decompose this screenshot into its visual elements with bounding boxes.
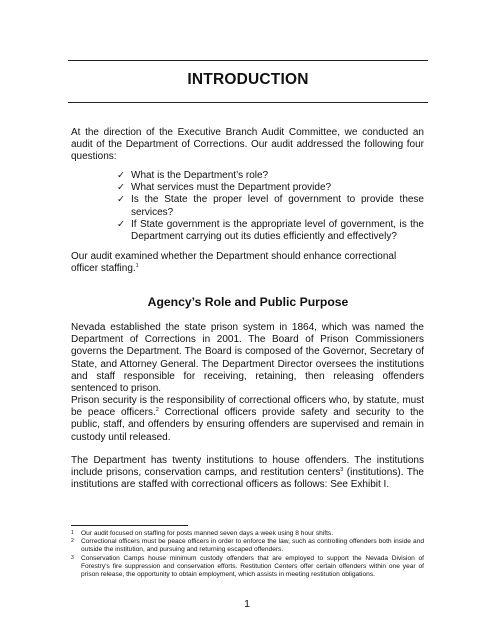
footnotes (71, 530, 424, 579)
footnote-number: 1 (71, 530, 74, 536)
footnote-text: Conservation Camps house minimum custody offenders that are employed to support the Nevada Division of Forestry’s fire suppression and conservation efforts. Restitution Centers offer certain offenders within one year of prison release, the opportunity to obtain employment, which assists in meeting restitution obligations. (81, 554, 424, 579)
title-bottom-rule (68, 102, 428, 103)
checkmark-icon: ✓ (117, 182, 125, 194)
title-top-rule (68, 60, 428, 61)
history-paragraph: Nevada established the state prison system in 1864, which was named the Department of Corrections in 2001. The Board of Prison Commissioners governs the Department. The Board is composed of the Governor, Secretary of State, and Attorney General. The Department Director oversees the institutions and staff responsible for receiving, retaining, then releasing offenders sentenced to prison. (71, 322, 424, 395)
intro-paragraph: At the direction of the Executive Branch Audit Committee, we conducted an audit of the Department of Corrections. Our audit addressed the following four questions: (71, 127, 424, 163)
footnote-text: Correctional officers must be peace officers in order to enforce the law, such as controlling offenders both inside and outside the institution, and pursuing and returning escaped offenders. (81, 538, 424, 554)
question-item (117, 219, 424, 243)
footnote-text: Our audit focused on staffing for posts manned seven days a week using 8 hour shifts. (81, 530, 334, 537)
footnote-item (71, 530, 424, 538)
question-text: What is the Department’s role? (131, 170, 269, 181)
audit-questions-list (117, 170, 424, 243)
institutions-text-a: The Department has twenty institutions to house offenders. The institutions include prisons, conservation camps, and restitution centers (71, 455, 424, 479)
security-paragraph (71, 395, 424, 444)
footnote-ref-1: 1 (135, 263, 139, 270)
footnote-ref-2: 2 (155, 407, 159, 414)
footnote-item (71, 538, 424, 554)
question-item (117, 194, 424, 218)
question-text: If State government is the appropriate level of government, is the Department carrying out its duties efficiently and effectively? (131, 218, 424, 243)
checkmark-icon: ✓ (117, 218, 125, 230)
scope-text: Our audit examined whether the Department should enhance correctional officer staffing. (71, 251, 397, 275)
institutions-text-b: (institutions). The institutions are staffed with correctional officers as follows: See Exhibit I. (71, 467, 424, 491)
footnote-separator (71, 525, 188, 526)
footnote-number: 3 (71, 554, 74, 561)
question-item (117, 170, 424, 182)
footnote-ref-3: 3 (340, 467, 344, 474)
scope-paragraph (71, 251, 424, 275)
checkmark-icon: ✓ (117, 194, 125, 206)
question-item (117, 182, 424, 194)
page-number: 1 (244, 598, 250, 610)
page-title: INTRODUCTION (187, 71, 309, 88)
question-text: What services must the Department provide? (131, 182, 332, 194)
institutions-paragraph (71, 455, 424, 492)
checkmark-icon: ✓ (117, 170, 125, 181)
footnote-number: 2 (71, 538, 74, 545)
security-text-a: Prison security is the responsibility of correctional officers who, by statute, must be peace officers. (71, 395, 424, 419)
question-text: Is the State the proper level of government to provide these services? (131, 194, 424, 218)
section-heading: Agency’s Role and Public Purpose (147, 295, 349, 309)
footnote-item (71, 555, 424, 580)
security-text-b: Correctional officers provide safety and security to the public, staff, and offenders by ensuring offenders are supervised and remain in custody until released. (71, 407, 424, 443)
